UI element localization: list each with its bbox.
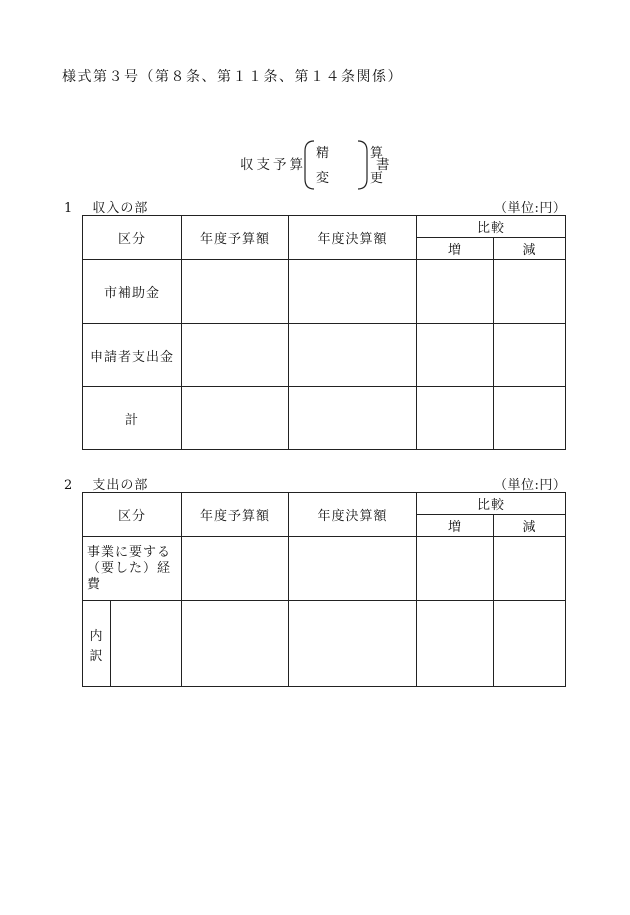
expense-row-line1: 事業に要する xyxy=(87,544,172,560)
income-row-applicant-expenditure: 申請者支出金 xyxy=(83,324,182,387)
income-row-total: 計 xyxy=(83,387,182,450)
income-header-category: 区分 xyxy=(83,216,182,260)
expense-breakdown-label xyxy=(83,601,111,687)
income-cell-decrease xyxy=(494,324,566,387)
expense-header-category: 区分 xyxy=(83,493,182,537)
income-cell-increase xyxy=(417,260,494,324)
income-header-increase: 増 xyxy=(417,238,494,260)
expense-row-line2: （要した）経費 xyxy=(87,560,172,592)
expense-cell-budget xyxy=(182,601,289,687)
expense-breakdown-cell xyxy=(111,601,182,687)
expense-table xyxy=(82,492,566,687)
income-cell-budget xyxy=(182,324,289,387)
income-header-budget: 年度予算額 xyxy=(182,216,289,260)
title-option-settlement: 精 算 xyxy=(316,146,398,161)
table-row xyxy=(83,537,566,601)
income-section-title: 1 収入の部 xyxy=(64,201,149,216)
title-suffix: 書 xyxy=(376,157,390,173)
income-cell-settlement xyxy=(289,260,417,324)
income-table xyxy=(82,215,566,450)
income-header-settlement: 年度決算額 xyxy=(289,216,417,260)
expense-cell-budget xyxy=(182,537,289,601)
income-cell-decrease xyxy=(494,260,566,324)
income-cell-settlement xyxy=(289,324,417,387)
income-cell-settlement xyxy=(289,387,417,450)
expense-cell-decrease xyxy=(494,601,566,687)
expense-header-increase: 増 xyxy=(417,515,494,537)
expense-cell-increase xyxy=(417,537,494,601)
expense-cell-settlement xyxy=(289,537,417,601)
income-cell-increase xyxy=(417,324,494,387)
breakdown-char-2: 訳 xyxy=(89,649,104,664)
table-row xyxy=(83,601,566,687)
expense-cell-decrease xyxy=(494,537,566,601)
income-cell-budget xyxy=(182,387,289,450)
income-cell-decrease xyxy=(494,387,566,450)
expense-cell-settlement xyxy=(289,601,417,687)
table-row xyxy=(83,324,566,387)
expense-header-budget: 年度予算額 xyxy=(182,493,289,537)
expense-header-settlement: 年度決算額 xyxy=(289,493,417,537)
expense-row-project-costs xyxy=(83,537,182,601)
expense-header-comparison: 比較 xyxy=(417,493,566,515)
income-cell-increase xyxy=(417,387,494,450)
title-prefix: 収支予算 xyxy=(240,157,306,173)
expense-header-decrease: 減 xyxy=(494,515,566,537)
expense-unit: （単位:円） xyxy=(494,478,567,493)
breakdown-char-1: 内 xyxy=(89,629,104,644)
income-row-city-subsidy: 市補助金 xyxy=(83,260,182,324)
income-cell-budget xyxy=(182,260,289,324)
expense-section-title: 2 支出の部 xyxy=(64,478,149,493)
table-row xyxy=(83,387,566,450)
income-unit: （単位:円） xyxy=(494,201,567,216)
table-row xyxy=(83,260,566,324)
expense-cell-increase xyxy=(417,601,494,687)
income-header-comparison: 比較 xyxy=(417,216,566,238)
form-number: 様式第３号（第８条、第１１条、第１４条関係） xyxy=(62,69,403,85)
income-header-decrease: 減 xyxy=(494,238,566,260)
title-option-change: 変 更 xyxy=(316,171,398,186)
